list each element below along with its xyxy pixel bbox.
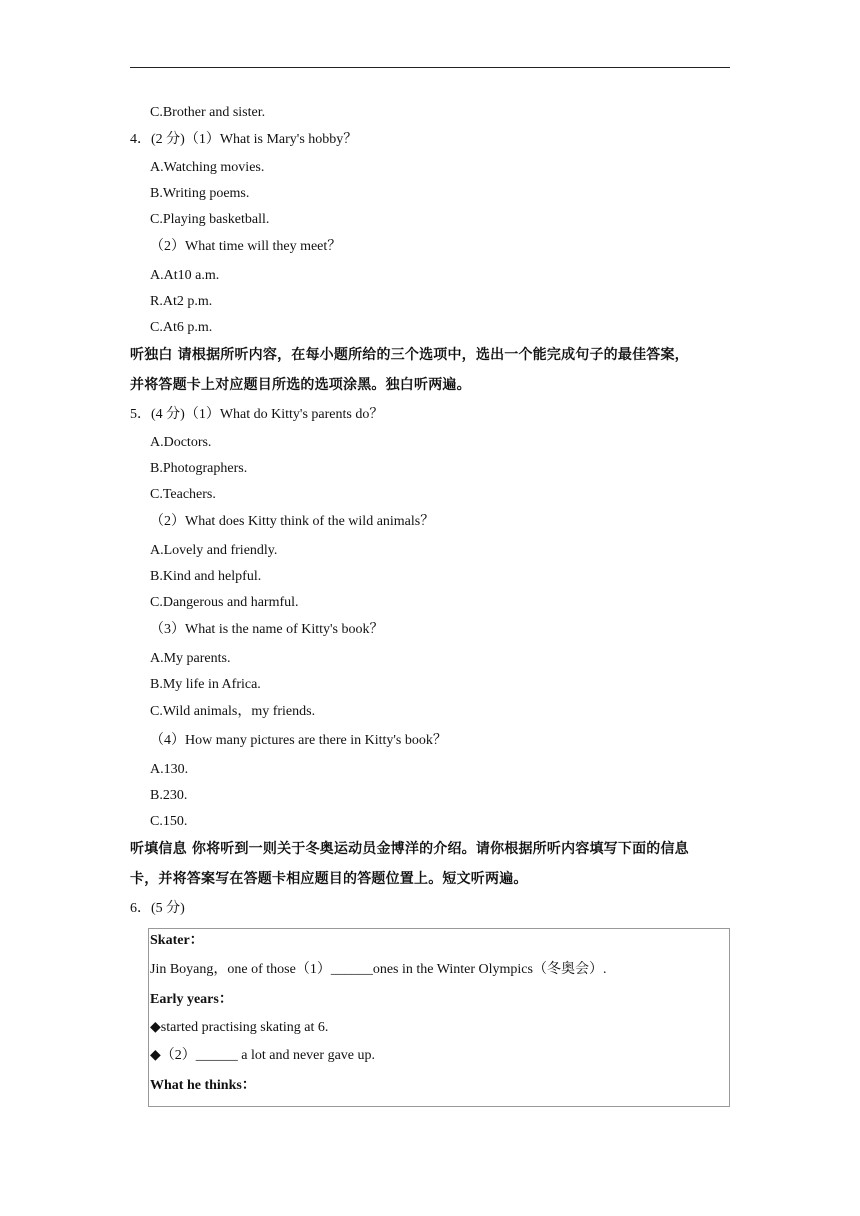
q4-2-option-b: R.At2 p.m. <box>150 294 213 309</box>
q5-4-option-a: A.130. <box>150 762 189 777</box>
q5-2-option-b: B.Kind and helpful. <box>150 569 262 584</box>
q4-1-option-b: B.Writing poems. <box>150 186 250 201</box>
q4-2-question: （2）What time will they meet？ <box>150 239 342 254</box>
question-5-heading: 5．(4 分)（1）What do Kitty's parents do？ <box>130 407 384 422</box>
question-6-heading: 6．(5 分) <box>130 901 185 916</box>
q5-1-option-b: B.Photographers. <box>150 461 248 476</box>
q5-3-option-b: B.My life in Africa. <box>150 677 261 692</box>
header-rule <box>130 67 730 68</box>
q5-3-option-a: A.My parents. <box>150 651 231 666</box>
q5-3-option-c: C.Wild animals，my friends. <box>150 704 316 719</box>
info-card-skater-heading: Skater： <box>150 933 204 948</box>
q5-4-question: （4）How many pictures are there in Kitty's book？ <box>150 733 447 748</box>
q5-2-option-c: C.Dangerous and harmful. <box>150 595 299 610</box>
q5-2-question: （2）What does Kitty think of the wild animals？ <box>150 514 435 529</box>
info-card-early-item-1: ◆started practising skating at 6. <box>150 1020 329 1035</box>
q5-4-option-c: C.150. <box>150 814 188 829</box>
info-card-thinks-heading: What he thinks： <box>150 1078 256 1093</box>
q4-1-option-c: C.Playing basketball. <box>150 212 270 227</box>
q5-2-option-a: A.Lovely and friendly. <box>150 543 278 558</box>
q4-2-option-a: A.At10 a.m. <box>150 268 220 283</box>
section-instruction-monologue-2: 并将答题卡上对应题目所选的选项涂黑。独白听两遍。 <box>130 377 471 393</box>
q4-1-option-a: A.Watching movies. <box>150 160 265 175</box>
info-card-early-item-2: ◆（2）______ a lot and never gave up. <box>150 1048 375 1063</box>
q5-1-option-c: C.Teachers. <box>150 487 216 502</box>
q5-4-option-b: B.230. <box>150 788 188 803</box>
info-card-early-years-heading: Early years： <box>150 992 233 1007</box>
section-instruction-info-2: 卡，并将答案写在答题卡相应题目的答题位置上。短文听两遍。 <box>130 871 528 887</box>
option-3-c: C.Brother and sister. <box>150 105 266 120</box>
info-card-skater-text: Jin Boyang，one of those（1）______ones in the Winter Olympics（冬奥会）. <box>150 962 607 977</box>
question-4-heading: 4．(2 分)（1）What is Mary's hobby？ <box>130 132 358 147</box>
q4-2-option-c: C.At6 p.m. <box>150 320 213 335</box>
section-instruction-info-1: 听填信息 你将听到一则关于冬奥运动员金博洋的介绍。请你根据所听内容填写下面的信息 <box>130 841 689 857</box>
q5-1-option-a: A.Doctors. <box>150 435 212 450</box>
section-instruction-monologue-1: 听独白 请根据所听内容，在每小题所给的三个选项中，选出一个能完成句子的最佳答案， <box>130 347 689 363</box>
q5-3-question: （3）What is the name of Kitty's book？ <box>150 622 384 637</box>
